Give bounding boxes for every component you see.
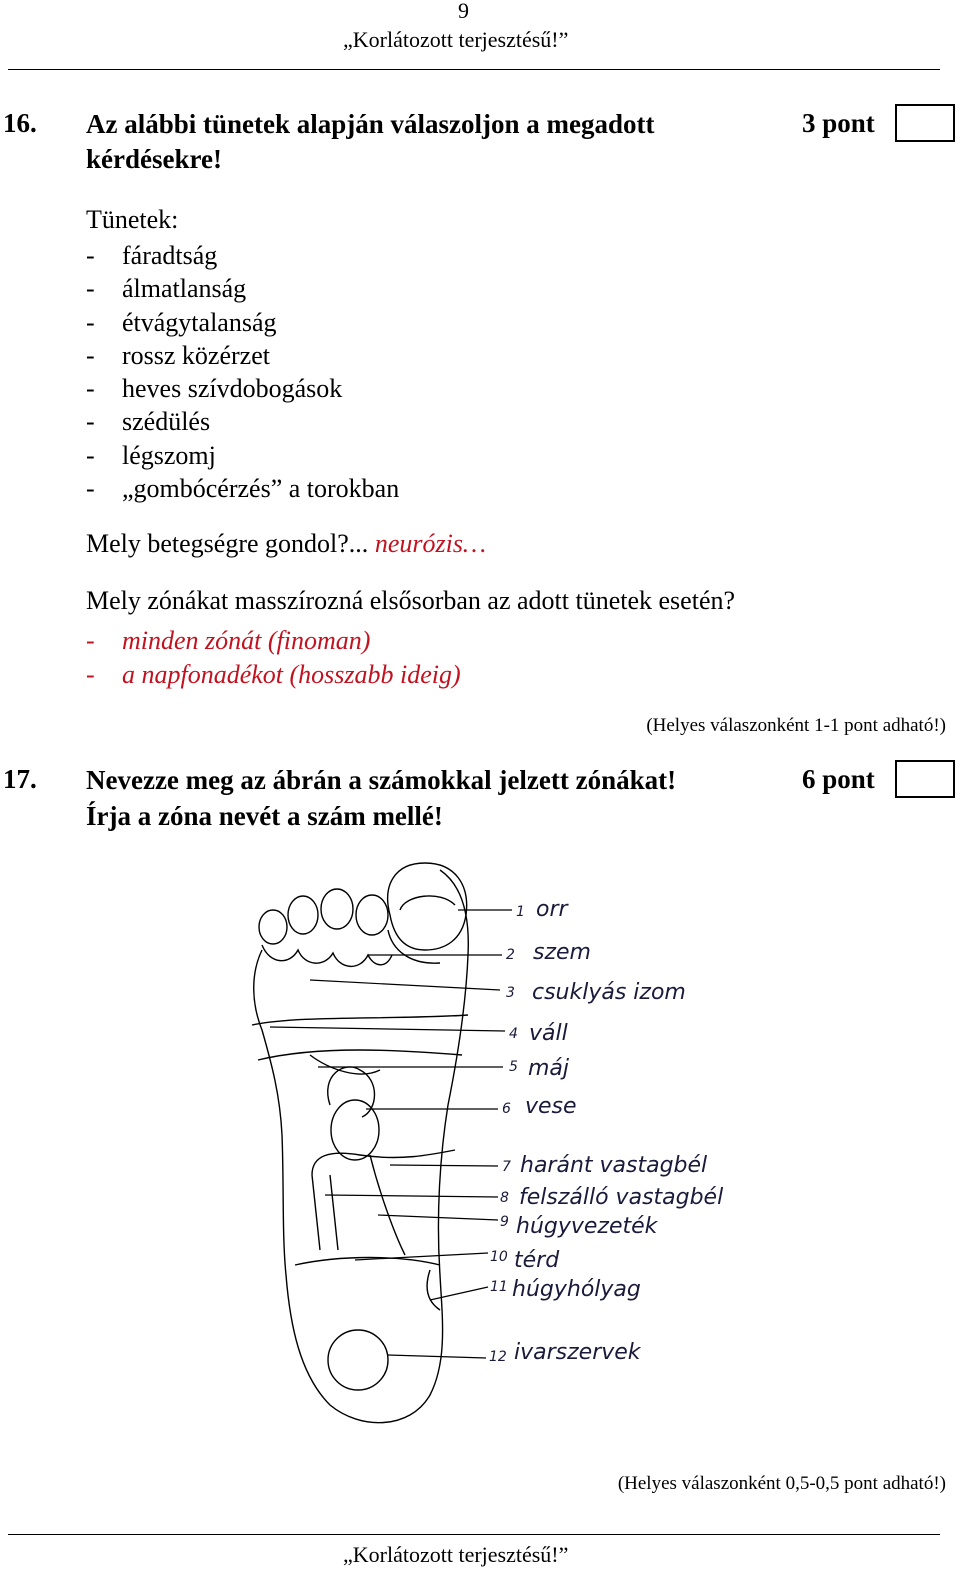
question1-text: Mely betegségre gondol?... xyxy=(86,529,369,558)
toe-2 xyxy=(356,895,388,935)
zone-label xyxy=(490,1277,641,1302)
symptom-item: - álmatlanság xyxy=(86,274,247,304)
ascending-colon xyxy=(312,1175,320,1250)
symptom-list xyxy=(86,239,399,505)
svg-text:szem: szem xyxy=(533,940,591,965)
answer1-text: neurózis… xyxy=(374,529,487,558)
svg-text:12: 12 xyxy=(489,1349,507,1365)
zone-line-diaphragm xyxy=(258,1050,462,1060)
knee-line xyxy=(295,1258,440,1266)
symptoms-label: Tünetek: xyxy=(86,205,179,234)
svg-text:4: 4 xyxy=(509,1026,518,1042)
zone-label xyxy=(509,1021,568,1046)
q16-scoring-note: (Helyes válaszonként 1-1 pont adható!) xyxy=(646,715,946,736)
svg-text:váll: váll xyxy=(529,1021,568,1046)
toe-4 xyxy=(288,896,318,934)
svg-text:haránt vastagbél: haránt vastagbél xyxy=(520,1153,708,1178)
symptom-item: - étvágytalanság xyxy=(86,307,277,337)
svg-text:húgyhólyag: húgyhólyag xyxy=(512,1277,641,1302)
leader-lines xyxy=(270,910,512,1358)
answer2-item: - a napfonadékot (hosszabb ideig) xyxy=(86,660,461,689)
svg-text:húgyvezeték: húgyvezeték xyxy=(516,1214,658,1239)
zone-labels xyxy=(489,897,723,1365)
svg-text:ivarszervek: ivarszervek xyxy=(514,1340,641,1365)
foot-diagram xyxy=(0,855,960,1455)
q16-question2: Mely zónákat masszírozná elsősorban az adott tünetek esetén? xyxy=(86,586,736,615)
svg-text:2: 2 xyxy=(506,947,515,963)
svg-text:térd: térd xyxy=(514,1248,560,1273)
zone-label xyxy=(506,980,686,1005)
q16-question1 xyxy=(86,529,486,559)
svg-text:máj: máj xyxy=(528,1056,570,1081)
big-toe xyxy=(388,863,467,950)
zone-label xyxy=(502,1094,577,1119)
q16-number: 16. xyxy=(3,108,37,138)
svg-text:3: 3 xyxy=(506,985,515,1001)
zone-label xyxy=(509,1056,570,1081)
q17-score-box[interactable] xyxy=(895,760,955,798)
q17-title-line2: Írja a zóna nevét a szám mellé! xyxy=(86,801,443,831)
toe-5 xyxy=(259,910,287,944)
big-toe-base xyxy=(388,930,440,963)
svg-text:vese: vese xyxy=(525,1094,577,1119)
zone-label xyxy=(500,1214,659,1239)
q17-points: 6 pont xyxy=(802,764,875,794)
svg-text:felszálló vastagbél: felszálló vastagbél xyxy=(519,1185,724,1210)
symptom-item: - légszomj xyxy=(86,440,216,470)
svg-text:1: 1 xyxy=(516,904,525,920)
header-restriction: „Korlátozott terjesztésű!” xyxy=(343,27,569,52)
q17-scoring-note: (Helyes válaszonként 0,5-0,5 pont adható!) xyxy=(617,1473,946,1494)
q16-title-line2: kérdésekre! xyxy=(86,144,222,174)
ureter-line xyxy=(370,1155,405,1255)
symptom-item: - szédülés xyxy=(86,407,211,437)
q17-number: 17. xyxy=(3,764,37,794)
symptom-item: - fáradtság xyxy=(86,241,218,270)
heel-circle xyxy=(328,1330,388,1390)
zone-label xyxy=(490,1248,560,1273)
answer2-list xyxy=(86,624,461,692)
zone-label xyxy=(500,1185,723,1210)
svg-text:orr: orr xyxy=(536,897,568,922)
svg-text:9: 9 xyxy=(500,1214,509,1230)
transverse-colon xyxy=(312,1150,455,1175)
q16-title-line1: Az alábbi tünetek alapján válaszoljon a megadott xyxy=(86,109,655,139)
toe-bases xyxy=(262,945,392,966)
symptom-item: - rossz közérzet xyxy=(86,340,270,370)
q16-points: 3 pont xyxy=(802,108,875,138)
svg-text:6: 6 xyxy=(502,1101,511,1117)
svg-text:10: 10 xyxy=(490,1249,508,1265)
bladder-line xyxy=(427,1270,440,1310)
big-toe-inner xyxy=(400,896,455,910)
zone-label xyxy=(516,897,570,922)
footer-rule xyxy=(8,1534,940,1535)
svg-text:8: 8 xyxy=(500,1190,509,1206)
toe-3 xyxy=(321,889,353,929)
zone-label xyxy=(506,940,591,965)
svg-text:7: 7 xyxy=(502,1159,511,1175)
solar-plexus-line xyxy=(310,1055,380,1074)
q16-score-box[interactable] xyxy=(895,104,955,142)
foot-outline xyxy=(254,870,469,1423)
descending-colon xyxy=(330,1175,338,1250)
zone-line-shoulder xyxy=(252,1015,468,1025)
zone-label xyxy=(489,1340,642,1365)
symptom-item: - „gombócérzés” a torokban xyxy=(86,474,400,504)
symptom-item: - heves szívdobogások xyxy=(86,374,343,404)
page-number: 9 xyxy=(458,0,469,23)
answer2-item: - minden zónát (finoman) xyxy=(86,626,371,655)
svg-text:11: 11 xyxy=(490,1279,508,1295)
q17-title-line1: Nevezze meg az ábrán a számokkal jelzett zónákat! xyxy=(86,765,677,795)
svg-text:5: 5 xyxy=(509,1059,518,1075)
zone-label xyxy=(502,1153,707,1178)
svg-text:csuklyás izom: csuklyás izom xyxy=(532,980,686,1005)
footer-restriction: „Korlátozott terjesztésű!” xyxy=(343,1542,569,1567)
header-rule xyxy=(8,69,940,70)
